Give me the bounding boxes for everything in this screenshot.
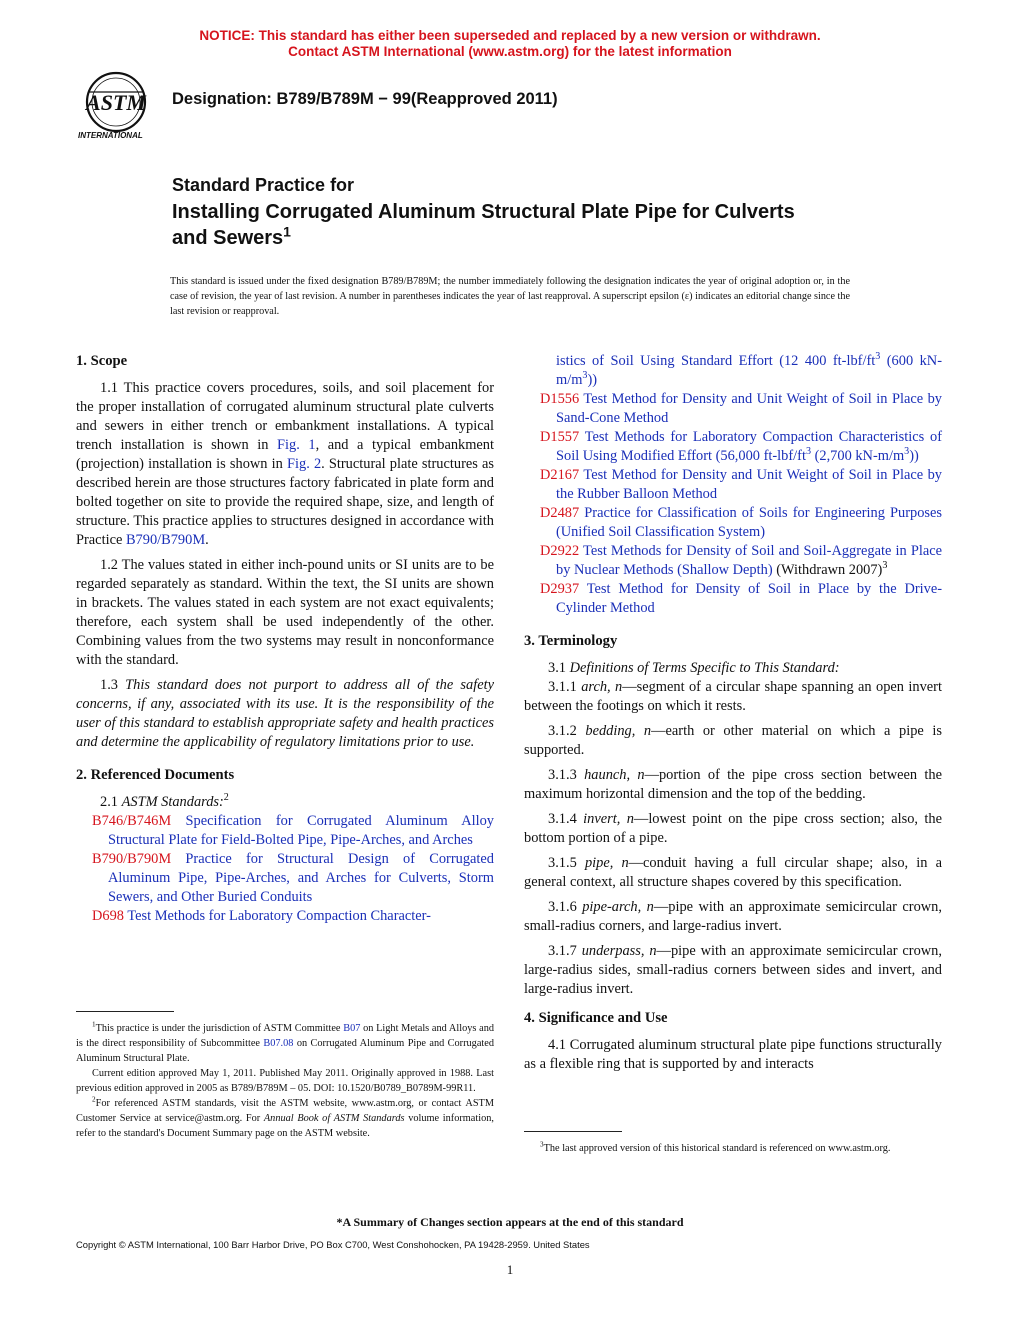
term-arch: 3.1.1 arch, n—segment of a circular shape spanning an open invert between the footings on which it rests. [524, 679, 942, 714]
page-number: 1 [506, 1262, 514, 1277]
notice-line-1: NOTICE: This standard has either been superseded and replaced by a new version or withdrawn. [199, 28, 821, 43]
para-1-1: 1.1 This practice covers procedures, soils, and soil placement for the proper installation of corrugated aluminum structural plate culverts and sewers in either trench or embankment installations. A typical trench installation is shown in Fig. 1, and a typical embankment (projection) installation is shown in Fig. 2. Structural plate structures as described herein are those structures factory fabricated in plate form and bolted together on site to provide the required shape, size, and length of structure. This practice applies to structures designed in accordance with Practice B790/B790M. [76, 380, 494, 548]
footnote-rule-right [524, 1131, 622, 1132]
para-1-3: 1.3 This standard does not purport to address all of the safety concerns, if any, associated with its use. It is the responsibility of the user of this standard to establish appropriate safety and health practices and determine the applicability of regulatory limitations prior to use. [76, 677, 494, 750]
footnote-1: $^1$This practice is under the jurisdiction of ASTM Committee B07 on Light Metals and Alloys and is the direct responsibility of Subcommittee B07.08 on Corrugated Aluminum Pipe and Corrugated Aluminum Structural Plate. [76, 1020, 494, 1064]
title-footnote-mark: 1 [283, 223, 291, 240]
title-line-2: Installing Corrugated Aluminum Structural Plate Pipe for Culverts and Sewers [172, 201, 795, 249]
ref-d1557[interactable]: D1557 Test Methods for Laboratory Compaction Characteristics of Soil Using Modified Effort (56,000 $ft-lbf/ft^3$ (2,700 $kN-m/m^3$)) [540, 429, 942, 464]
section-2-heading: 2. Referenced Documents [76, 767, 235, 783]
para-3-1: 3.1 Definitions of Terms Specific to This Standard: [548, 660, 840, 676]
term-invert: 3.1.4 invert, n—lowest point on the pipe cross section; also, the bottom portion of a pipe. [524, 811, 942, 846]
designation: Designation: B789/B789M − 99(Reapproved 2011) [172, 90, 558, 108]
term-pipe: 3.1.5 pipe, n—conduit having a full circular shape; also, in a general context, all structure shapes covered by this specification. [524, 855, 942, 890]
term-bedding: 3.1.2 bedding, n—earth or other material on which a pipe is supported. [524, 723, 942, 758]
ref-b790[interactable]: B790/B790M Practice for Structural Design of Corrugated Aluminum Pipe, Pipe-Arches, and Arches for Culverts, Storm Sewers, and Other Buried Conduits [92, 851, 494, 905]
b07-link[interactable]: B07 [343, 1023, 361, 1034]
ref-d2487[interactable]: D2487 Practice for Classification of Soils for Engineering Purposes (Unified Soil Classification System) [540, 505, 942, 540]
section-3-heading: 3. Terminology [524, 633, 618, 649]
b790-link[interactable]: B790/B790M [125, 532, 206, 548]
term-underpass: 3.1.7 underpass, n—pipe with an approximate semicircular crown, large-radius sides, small-radius corners between sides and invert, and large-radius invert. [524, 943, 942, 997]
logo-letters: ASTM [86, 90, 146, 115]
issued-note: This standard is issued under the fixed designation B789/B789M; the number immediately following the designation indicates the year of original adoption or, in the case of revision, the year of last revision. A number in parentheses indicates the year of last reapproval. A superscript epsilon (ε) indicates an editorial change since the last revision or reapproval. [170, 276, 850, 317]
ref-d2922[interactable]: D2922 Test Methods for Density of Soil and Soil-Aggregate in Place by Nuclear Methods (Shallow Depth) (Withdrawn 2007)$^3$ [540, 543, 942, 578]
para-1-2: 1.2 The values stated in either inch-pound units or SI units are to be regarded separately as standard. Within the text, the SI units are shown in brackets. The values stated in each system are not exact equivalents; therefore, each system shall be used independently of the other. Combining values from the two systems may result in nonconformance with the standard. [76, 557, 494, 668]
logo-international: INTERNATIONAL [78, 131, 143, 140]
notice-line-2: Contact ASTM International (www.astm.org) for the latest information [288, 44, 732, 59]
left-column [76, 352, 494, 926]
footnote-1-edition: Current edition approved May 1, 2011. Published May 2011. Originally approved in 1988. Last previous edition approved in 2005 as B789/B789M – 05. DOI: 10.1520/B0789_B0789M-99R11. [76, 1068, 494, 1094]
footnote-2: $^2$For referenced ASTM standards, visit the ASTM website, www.astm.org, or contact ASTM Customer Service at service@astm.org. For Annual Book of ASTM Standards volume information, refer to the standard's Document Summary page on the ASTM website. [76, 1095, 494, 1139]
fig-2-link[interactable]: Fig. 2 [287, 456, 322, 472]
copyright: Copyright © ASTM International, 100 Barr Harbor Drive, PO Box C700, West Conshohocken, PA 19428-2959. United States [76, 1239, 590, 1250]
ref-d1556[interactable]: D1556 Test Method for Density and Unit Weight of Soil in Place by Sand-Cone Method [540, 391, 942, 426]
term-pipe-arch: 3.1.6 pipe-arch, n—pipe with an approximate semicircular crown, small-radius corners, and large-radius invert. [524, 899, 942, 934]
ref-b746[interactable]: B746/B746M Specification for Corrugated Aluminum Alloy Structural Plate for Field-Bolted Pipe, Pipe-Arches, and Arches [92, 813, 494, 848]
ref-d2937[interactable]: D2937 Test Method for Density of Soil in Place by the Drive-Cylinder Method [540, 581, 942, 616]
footnotes-left [76, 1021, 494, 1141]
footnote-rule-left [76, 1011, 174, 1012]
document-title [172, 199, 832, 251]
ref-d2167[interactable]: D2167 Test Method for Density and Unit Weight of Soil in Place by the Rubber Balloon Method [540, 467, 942, 502]
section-1-heading: 1. Scope [76, 353, 128, 369]
summary-of-changes-note: *A Summary of Changes section appears at the end of this standard [336, 1215, 684, 1229]
ref-d698-continued[interactable]: istics of Soil Using Standard Effort (12 400 $ft-lbf/ft^3$ (600 $kN-m/m^3$)) [556, 351, 942, 388]
ref-d698[interactable]: D698 Test Methods for Laboratory Compaction Character- [92, 908, 431, 924]
title-line-1: Standard Practice for [172, 175, 355, 195]
b0708-link[interactable]: B07.08 [263, 1038, 294, 1049]
para-2-1: 2.1 ASTM Standards:$^2$ [100, 792, 229, 810]
footnote-3: $^3$The last approved version of this historical standard is referenced on www.astm.org. [540, 1140, 891, 1154]
fig-1-link[interactable]: Fig. 1 [277, 437, 316, 453]
withdrawn-notice [0, 28, 1020, 60]
section-4-heading: 4. Significance and Use [524, 1010, 668, 1026]
para-4-1: 4.1 Corrugated aluminum structural plate pipe functions structurally as a flexible ring that is supported by and interacts [524, 1037, 942, 1072]
right-column [524, 352, 942, 1080]
term-haunch: 3.1.3 haunch, n—portion of the pipe cross section between the maximum horizontal dimension and the top of the bedding. [524, 767, 942, 802]
astm-logo [72, 70, 162, 142]
